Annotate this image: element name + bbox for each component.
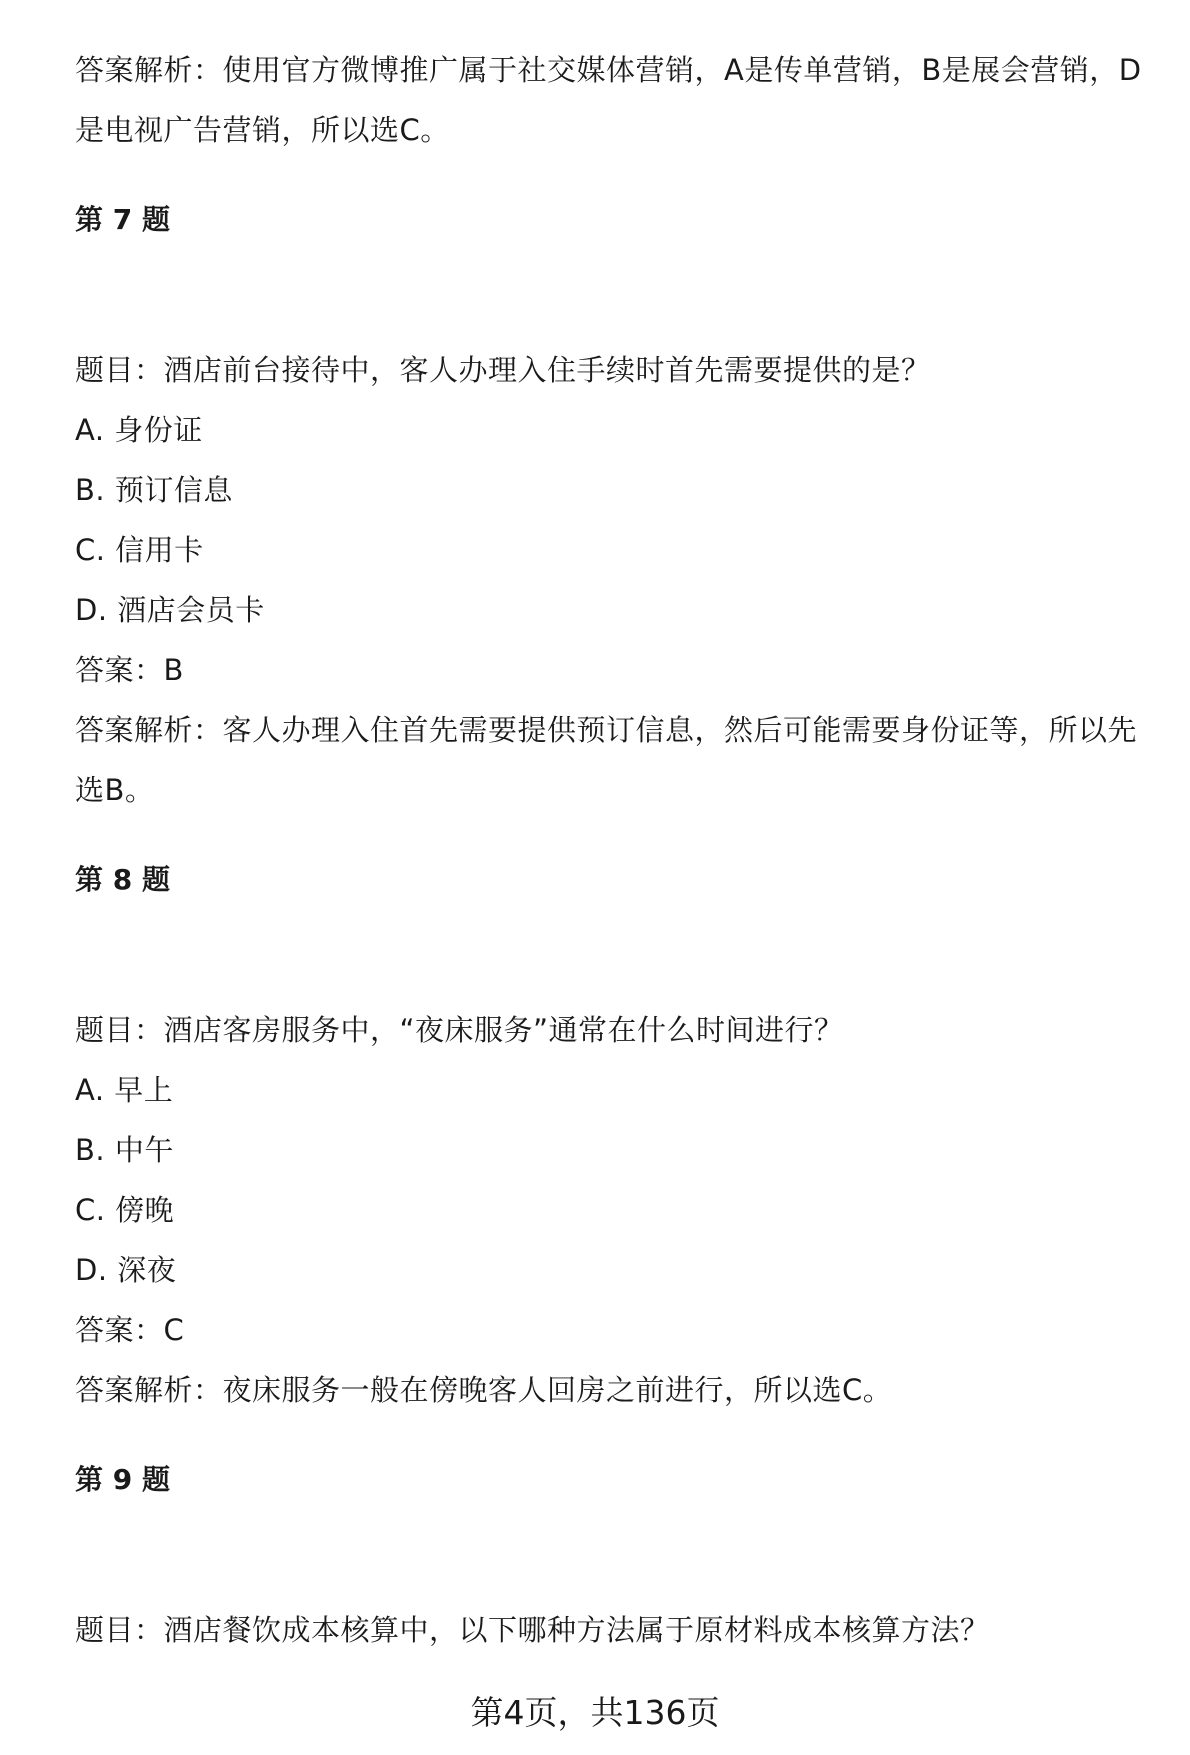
q8-analysis-line1: 答案解析：夜床服务一般在傍晚客人回房之前进行，所以选C。 xyxy=(75,1373,893,1407)
q7-heading: 第 7 题 xyxy=(75,203,170,236)
q8-question: 题目：酒店客房服务中，“夜床服务”通常在什么时间进行？ xyxy=(75,1013,844,1047)
q7-option-c: C. 信用卡 xyxy=(75,533,204,567)
q6-analysis-line2: 是电视广告营销，所以选C。 xyxy=(75,113,450,147)
q8-option-a: A. 早上 xyxy=(75,1073,174,1107)
q9-question: 题目：酒店餐饮成本核算中，以下哪种方法属于原材料成本核算方法？ xyxy=(75,1613,990,1647)
q8-heading: 第 8 题 xyxy=(75,863,170,896)
q7-analysis-line2: 选B。 xyxy=(75,773,155,807)
q7-answer: 答案：B xyxy=(75,653,184,687)
q8-option-b: B. 中午 xyxy=(75,1133,174,1167)
q7-option-b: B. 预订信息 xyxy=(75,473,233,507)
q8-option-d: D. 深夜 xyxy=(75,1253,177,1287)
q7-option-a: A. 身份证 xyxy=(75,413,203,447)
q7-question: 题目：酒店前台接待中，客人办理入住手续时首先需要提供的是？ xyxy=(75,353,931,387)
q8-option-c: C. 傍晚 xyxy=(75,1193,175,1227)
q8-answer: 答案：C xyxy=(75,1313,185,1347)
q7-option-d: D. 酒店会员卡 xyxy=(75,593,265,627)
q6-analysis-line1: 答案解析：使用官方微博推广属于社交媒体营销，A是传单营销，B是展会营销，D xyxy=(75,53,1142,87)
page-number-footer: 第4页，共136页 xyxy=(470,1693,720,1732)
q7-analysis-line1: 答案解析：客人办理入住首先需要提供预订信息，然后可能需要身份证等，所以先 xyxy=(75,713,1138,747)
q9-heading: 第 9 题 xyxy=(75,1463,170,1496)
